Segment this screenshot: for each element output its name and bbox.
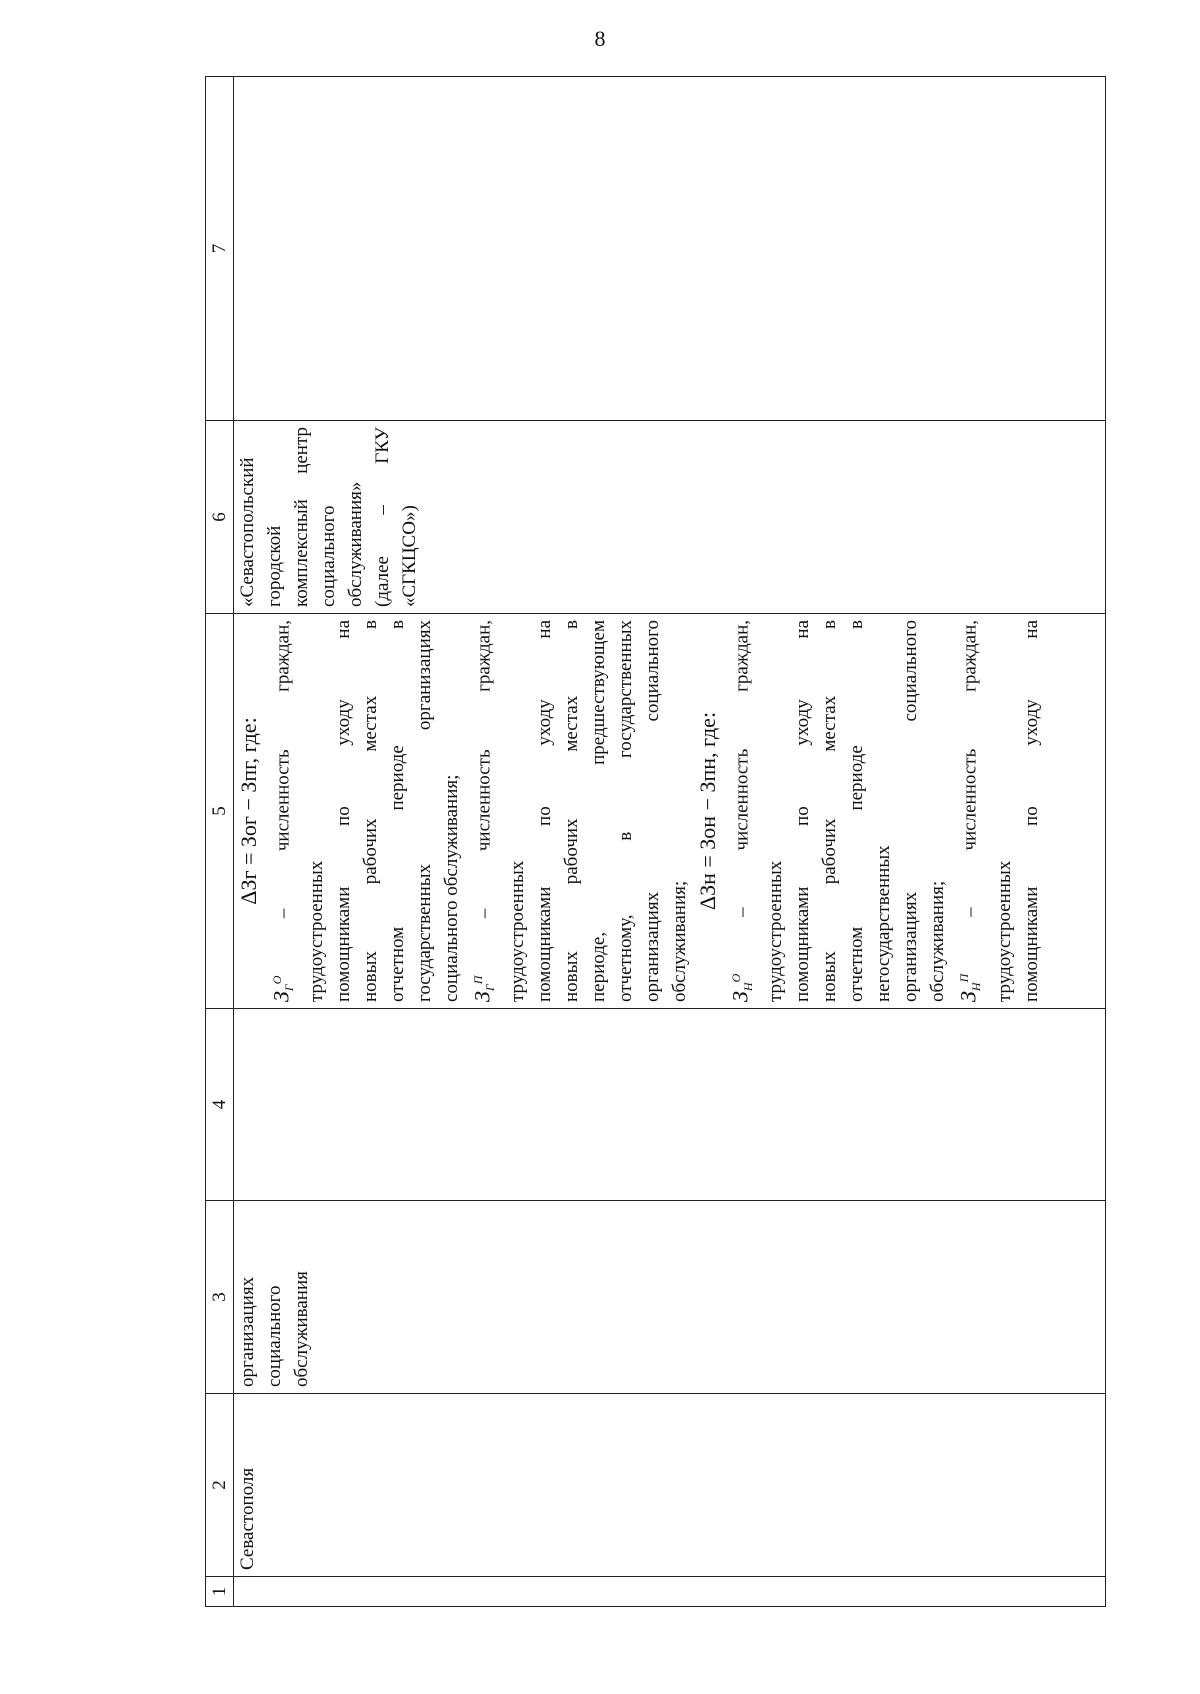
cell-2	[234, 1394, 1106, 1577]
symbol-z: З	[268, 991, 294, 1002]
page-number: 8	[594, 26, 606, 51]
formula-state: ΔЗг = Зог − Зпг, где:	[236, 717, 261, 905]
definition-line: государственных организациях	[414, 620, 436, 1002]
document-table	[205, 76, 1106, 1607]
symbol-sup: П	[957, 973, 972, 983]
definition-line: периоде, предшествующем	[588, 620, 610, 1002]
definition-line: трудоустроенных	[993, 860, 1015, 1002]
col-header-3: 3	[206, 1201, 234, 1394]
definition-state-previous	[465, 620, 504, 1002]
col-header-7: 7	[206, 77, 234, 421]
definition-line: организациях социального	[642, 620, 664, 1002]
symbol-sub: Г	[282, 984, 297, 992]
cell-6-line: социального	[318, 505, 339, 607]
symbol-sup: О	[729, 973, 744, 983]
symbol-sup: П	[471, 975, 486, 985]
cell-5	[234, 614, 1106, 1009]
cell-3	[234, 1201, 1106, 1394]
definition-line: помощниками по уходу на	[333, 620, 355, 1002]
definition-line: – численность граждан,	[272, 619, 294, 919]
definition-line: помощниками по уходу на	[792, 620, 814, 1002]
cell-6-line: (далее – ГКУ	[372, 427, 393, 607]
definition-nonstate-current	[723, 620, 762, 1002]
definition-line: отчетном периоде в	[846, 620, 868, 1002]
definition-line: новых рабочих местах в	[819, 620, 841, 1002]
definition-line: обслуживания;	[927, 880, 949, 1002]
cell-3-line: организациях	[237, 1276, 258, 1387]
symbol-sub: Г	[483, 984, 498, 992]
cell-2-text: Севастополя	[237, 1467, 258, 1570]
definition-line: новых рабочих местах в	[561, 620, 583, 1002]
cell-4	[234, 1009, 1106, 1201]
definition-line: отчетному, в государственных	[615, 620, 637, 1002]
symbol-z: З	[955, 991, 981, 1002]
symbol-sup: О	[270, 975, 284, 985]
cell-1	[234, 1577, 1106, 1607]
definition-line: новых рабочих местах в	[360, 620, 382, 1002]
definition-line: помощниками по уходу на	[1020, 620, 1042, 1002]
cell-6	[234, 421, 1106, 614]
definition-line: – численность граждан,	[959, 619, 981, 917]
definition-line: трудоустроенных	[765, 860, 787, 1002]
cell-6-line: городской	[264, 525, 285, 607]
definition-nonstate-previous	[951, 620, 990, 1002]
table-wrapper	[205, 77, 1106, 1607]
rotated-table-container	[205, 77, 1106, 1607]
definition-line: отчетном периоде в	[387, 620, 409, 1002]
definition-line: негосударственных	[873, 845, 895, 1002]
cell-3-line: обслуживания	[291, 1271, 312, 1387]
col-header-1: 1	[206, 1577, 234, 1607]
formula-nonstate: ΔЗн = Зон − Зпн, где:	[695, 711, 721, 911]
definition-line: – численность граждан,	[731, 619, 753, 917]
definition-line: трудоустроенных	[306, 860, 328, 1002]
definition-line: трудоустроенных	[507, 860, 529, 1002]
col-header-4: 4	[206, 1009, 234, 1201]
symbol-sub: Н	[741, 982, 756, 992]
definition-line: – численность граждан,	[473, 619, 495, 919]
definition-line: социального обслуживания;	[441, 774, 463, 1002]
cell-6-line: «СГКЦСО»)	[399, 505, 420, 607]
cell-3-line: социального	[264, 1285, 285, 1387]
cell-6-line: комплексный центр	[291, 427, 312, 607]
symbol-sub: Н	[969, 982, 984, 992]
cell-7	[234, 77, 1106, 421]
col-header-6: 6	[206, 421, 234, 614]
definition-line: организациях социального	[900, 620, 922, 1002]
col-header-2: 2	[206, 1394, 234, 1577]
col-header-5: 5	[206, 614, 234, 1009]
cell-6-line: обслуживания»	[345, 481, 366, 607]
symbol-z: З	[469, 991, 495, 1002]
definition-state-current	[264, 620, 303, 1002]
symbol-z: З	[727, 991, 753, 1002]
header-row	[206, 77, 234, 1607]
definition-line: помощниками по уходу на	[534, 620, 556, 1002]
definition-line: обслуживания;	[669, 880, 691, 1002]
cell-6-line: «Севастопольский	[237, 457, 258, 607]
table-row	[234, 77, 1106, 1607]
